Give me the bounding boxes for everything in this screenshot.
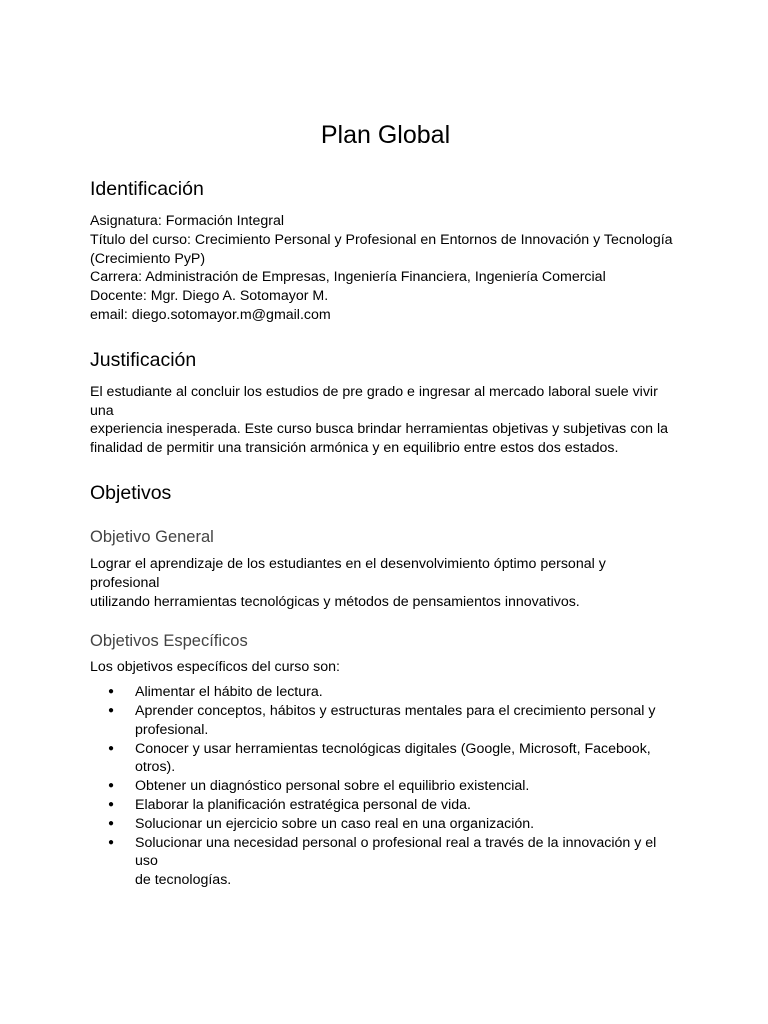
list-item-text: Solucionar un ejercicio sobre un caso real en una organización. [135,815,535,832]
list-item [90,702,677,740]
list-item [90,796,677,815]
objetivo-general-line: utilizando herramientas tecnológicas y métodos de pensamientos innovativos. [90,593,580,610]
list-item-text: Conocer y usar herramientas tecnológicas digitales (Google, Microsoft, Facebook, [135,740,651,757]
identificacion-line-email: email: diego.sotomayor.m@gmail.com [90,306,331,323]
justificacion-paragraph [90,383,677,458]
list-item-text: Obtener un diagnóstico personal sobre el equilibrio existencial. [135,778,530,795]
list-item-text: de tecnologías. [135,872,232,889]
objetivos-especificos-list [90,683,677,890]
objetivo-general-paragraph [90,555,677,611]
identificacion-line-carrera: Carrera: Administración de Empresas, Ingeniería Financiera, Ingeniería Comercial [90,269,606,286]
list-item-text: otros). [135,759,176,776]
list-item [90,777,677,796]
section-heading-justificacion: Justificación [90,348,197,371]
list-item-text: Elaborar la planificación estratégica personal de vida. [135,796,471,813]
identificacion-line-asignatura: Asignatura: Formación Integral [90,213,284,229]
identificacion-line-titulo-cont: (Crecimiento PyP) [90,250,206,267]
identificacion-block [90,212,677,325]
identificacion-line-docente: Docente: Mgr. Diego A. Sotomayor M. [90,288,329,305]
list-item-text: Alimentar el hábito de lectura. [135,684,323,701]
bullet-icon: ● [108,686,115,698]
bullet-icon: ● [108,836,115,848]
page-title: Plan Global [320,121,451,149]
bullet-icon: ● [108,742,115,754]
section-heading-identificacion: Identificación [90,178,204,200]
bullet-icon: ● [108,817,115,829]
objetivo-general-line: Lograr el aprendizaje de los estudiantes en el desenvolvimiento óptimo personal y profesional [90,555,606,591]
justificacion-line: finalidad de permitir una transición armónica y en equilibrio entre estos dos estados. [90,440,619,457]
list-item-text: Aprender conceptos, hábitos y estructuras mentales para el crecimiento personal y [135,702,656,719]
objetivos-especificos-intro: Los objetivos específicos del curso son: [90,659,340,676]
subsection-heading-objetivo-general: Objetivo General [90,527,214,546]
list-item-text: profesional. [135,721,209,738]
justificacion-line: experiencia inesperada. Este curso busca brindar herramientas objetivas y subjetivas con la [90,421,669,438]
bullet-icon: ● [108,704,115,716]
identificacion-line-titulo: Título del curso: Crecimiento Personal y Profesional en Entornos de Innovación y Tecnología [90,231,673,248]
bullet-icon: ● [108,780,115,792]
section-heading-objetivos: Objetivos [90,481,172,504]
list-item [90,815,677,834]
justificacion-line: El estudiante al concluir los estudios de pre grado e ingresar al mercado laboral suele vivir una [90,383,658,419]
list-item [90,834,677,890]
list-item-text: Solucionar una necesidad personal o profesional real a través de la innovación y el uso [135,834,657,870]
list-item [90,740,677,778]
subsection-heading-objetivos-especificos: Objetivos Específicos [90,632,248,651]
list-item [90,683,677,702]
bullet-icon: ● [108,798,115,810]
